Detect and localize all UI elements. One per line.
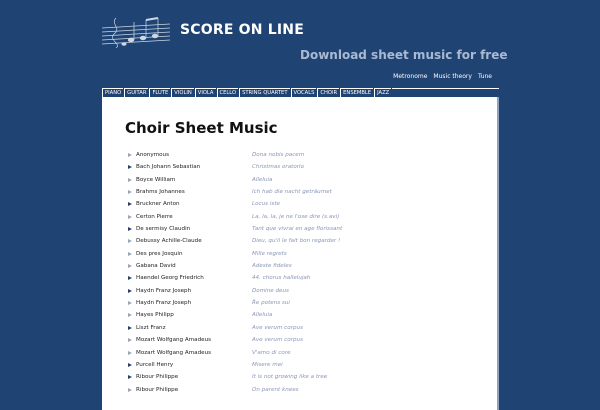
composer-link[interactable]: Haydn Franz Joseph	[136, 300, 192, 307]
bullet-arrow-icon	[128, 289, 132, 293]
bullet-arrow-icon	[128, 165, 132, 169]
list-item[interactable]	[128, 274, 458, 286]
piece-title-link[interactable]: Mille regrets	[252, 250, 287, 257]
site-title[interactable]: SCORE ON LINE	[180, 22, 304, 38]
composer-link[interactable]: Ribour Philippe	[136, 386, 179, 393]
tab-guitar[interactable]: GUITAR	[124, 88, 148, 97]
composer-link[interactable]: Des pres Josquin	[136, 250, 183, 257]
bullet-arrow-icon	[128, 338, 132, 342]
bullet-arrow-icon	[128, 153, 132, 157]
top-link-music-theory[interactable]: Music theory	[433, 73, 472, 80]
bullet-arrow-icon	[128, 202, 132, 206]
list-item[interactable]	[128, 237, 458, 249]
bullet-arrow-icon	[128, 215, 132, 219]
composer-link[interactable]: Mozart Wolfgang Amadeus	[136, 337, 212, 344]
list-item[interactable]	[128, 336, 458, 348]
sheet-music-list	[128, 151, 458, 398]
tab-flute[interactable]: FLUTE	[149, 88, 170, 97]
piece-title-link[interactable]: On parent knees	[252, 386, 299, 393]
composer-link[interactable]: Ribour Philippe	[136, 374, 179, 381]
piece-title-link[interactable]: Ave verum corpus	[252, 324, 303, 331]
list-item[interactable]	[128, 176, 458, 188]
piece-title-link[interactable]: Alleluia	[252, 312, 273, 319]
bullet-arrow-icon	[128, 227, 132, 231]
tab-piano[interactable]: PIANO	[102, 88, 123, 97]
list-item[interactable]	[128, 287, 458, 299]
piece-title-link[interactable]: Alleluia	[252, 176, 273, 183]
piece-title-link[interactable]: Dona nobis pacem	[252, 152, 305, 158]
composer-link[interactable]: De sermisy Claudin	[136, 226, 191, 233]
piece-title-link[interactable]: Adeste fideles	[252, 263, 292, 270]
list-item[interactable]	[128, 386, 458, 398]
piece-title-link[interactable]: Misere mei	[252, 361, 283, 368]
tab-viola[interactable]: VIOLA	[195, 88, 216, 97]
tab-vocals[interactable]: VOCALS	[291, 88, 317, 97]
tab-choir[interactable]: CHOIR	[317, 88, 339, 97]
top-link-tune[interactable]: Tune	[477, 73, 492, 80]
top-links	[393, 73, 492, 80]
tab-jazz[interactable]: JAZZ	[374, 88, 391, 97]
composer-link[interactable]: Hayes Philipp	[136, 312, 174, 319]
tab-ensemble[interactable]: ENSEMBLE	[340, 88, 373, 97]
bullet-arrow-icon	[128, 363, 132, 367]
tab-violin[interactable]: VIOLIN	[171, 88, 193, 97]
piece-title-link[interactable]: It is not growing like a tree	[252, 374, 328, 381]
tab-cello[interactable]: CELLO	[217, 88, 239, 97]
bullet-arrow-icon	[128, 301, 132, 305]
bullet-arrow-icon	[128, 388, 132, 392]
piece-title-link[interactable]: Christmas oratorio	[252, 164, 305, 171]
list-item[interactable]	[128, 200, 458, 212]
composer-link[interactable]: Haydn Franz Joseph	[136, 287, 192, 294]
list-item[interactable]	[128, 188, 458, 200]
tagline: Download sheet music for free	[300, 48, 508, 62]
tab-string-quartet[interactable]: STRING QUARTET	[239, 88, 289, 97]
bullet-arrow-icon	[128, 239, 132, 243]
content-panel	[102, 97, 499, 410]
piece-title-link[interactable]: V'amo di core	[252, 349, 291, 356]
sheet-music-logo-icon[interactable]	[100, 14, 172, 54]
composer-link[interactable]: Liszt Franz	[136, 324, 166, 331]
list-item[interactable]	[128, 225, 458, 237]
piece-title-link[interactable]: 44. chorus hallelujah	[252, 275, 311, 282]
piece-title-link[interactable]: Domine deus	[252, 287, 289, 294]
piece-title-link[interactable]: Dieu, qu'il le fait bon regarder !	[252, 238, 341, 245]
list-item[interactable]	[128, 373, 458, 385]
top-link-metronome[interactable]: Metronome	[393, 73, 428, 80]
piece-title-link[interactable]: La, la, la, je ne l'ose dire (s.avi)	[252, 213, 340, 220]
list-item[interactable]	[128, 311, 458, 323]
bullet-arrow-icon	[128, 190, 132, 194]
list-item[interactable]	[128, 151, 458, 163]
bullet-arrow-icon	[128, 178, 132, 182]
composer-link[interactable]: Gabana David	[136, 263, 176, 270]
bullet-arrow-icon	[128, 375, 132, 379]
bullet-arrow-icon	[128, 326, 132, 330]
bullet-arrow-icon	[128, 276, 132, 280]
page-title: Choir Sheet Music	[125, 119, 278, 137]
bullet-arrow-icon	[128, 252, 132, 256]
composer-link[interactable]: Anonymous	[136, 152, 169, 158]
piece-title-link[interactable]: Ře potens sui	[252, 300, 290, 307]
composer-link[interactable]: Bach Johann Sebastian	[136, 164, 201, 171]
composer-link[interactable]: Debussy Achille-Claude	[136, 238, 202, 245]
list-item[interactable]	[128, 299, 458, 311]
composer-link[interactable]: Brahms Johannes	[136, 189, 185, 196]
bullet-arrow-icon	[128, 264, 132, 268]
list-item[interactable]	[128, 324, 458, 336]
piece-title-link[interactable]: Ich hab die nacht geträumet	[252, 189, 332, 196]
list-item[interactable]	[128, 250, 458, 262]
composer-link[interactable]: Bruckner Anton	[136, 201, 180, 208]
piece-title-link[interactable]: Tant que vivrai en age florissant	[252, 226, 343, 233]
piece-title-link[interactable]: Locus iste	[252, 201, 280, 208]
list-item[interactable]	[128, 213, 458, 225]
composer-link[interactable]: Mozart Wolfgang Amadeus	[136, 349, 212, 356]
composer-link[interactable]: Purcell Henry	[136, 361, 174, 368]
composer-link[interactable]: Boyce William	[136, 176, 176, 183]
bullet-arrow-icon	[128, 313, 132, 317]
list-item[interactable]	[128, 262, 458, 274]
composer-link[interactable]: Haendel Georg Friedrich	[136, 275, 204, 282]
list-item[interactable]	[128, 361, 458, 373]
bullet-arrow-icon	[128, 351, 132, 355]
list-item[interactable]	[128, 163, 458, 175]
composer-link[interactable]: Certon Pierre	[136, 213, 173, 220]
list-item[interactable]	[128, 349, 458, 361]
piece-title-link[interactable]: Ave verum corpus	[252, 337, 303, 344]
